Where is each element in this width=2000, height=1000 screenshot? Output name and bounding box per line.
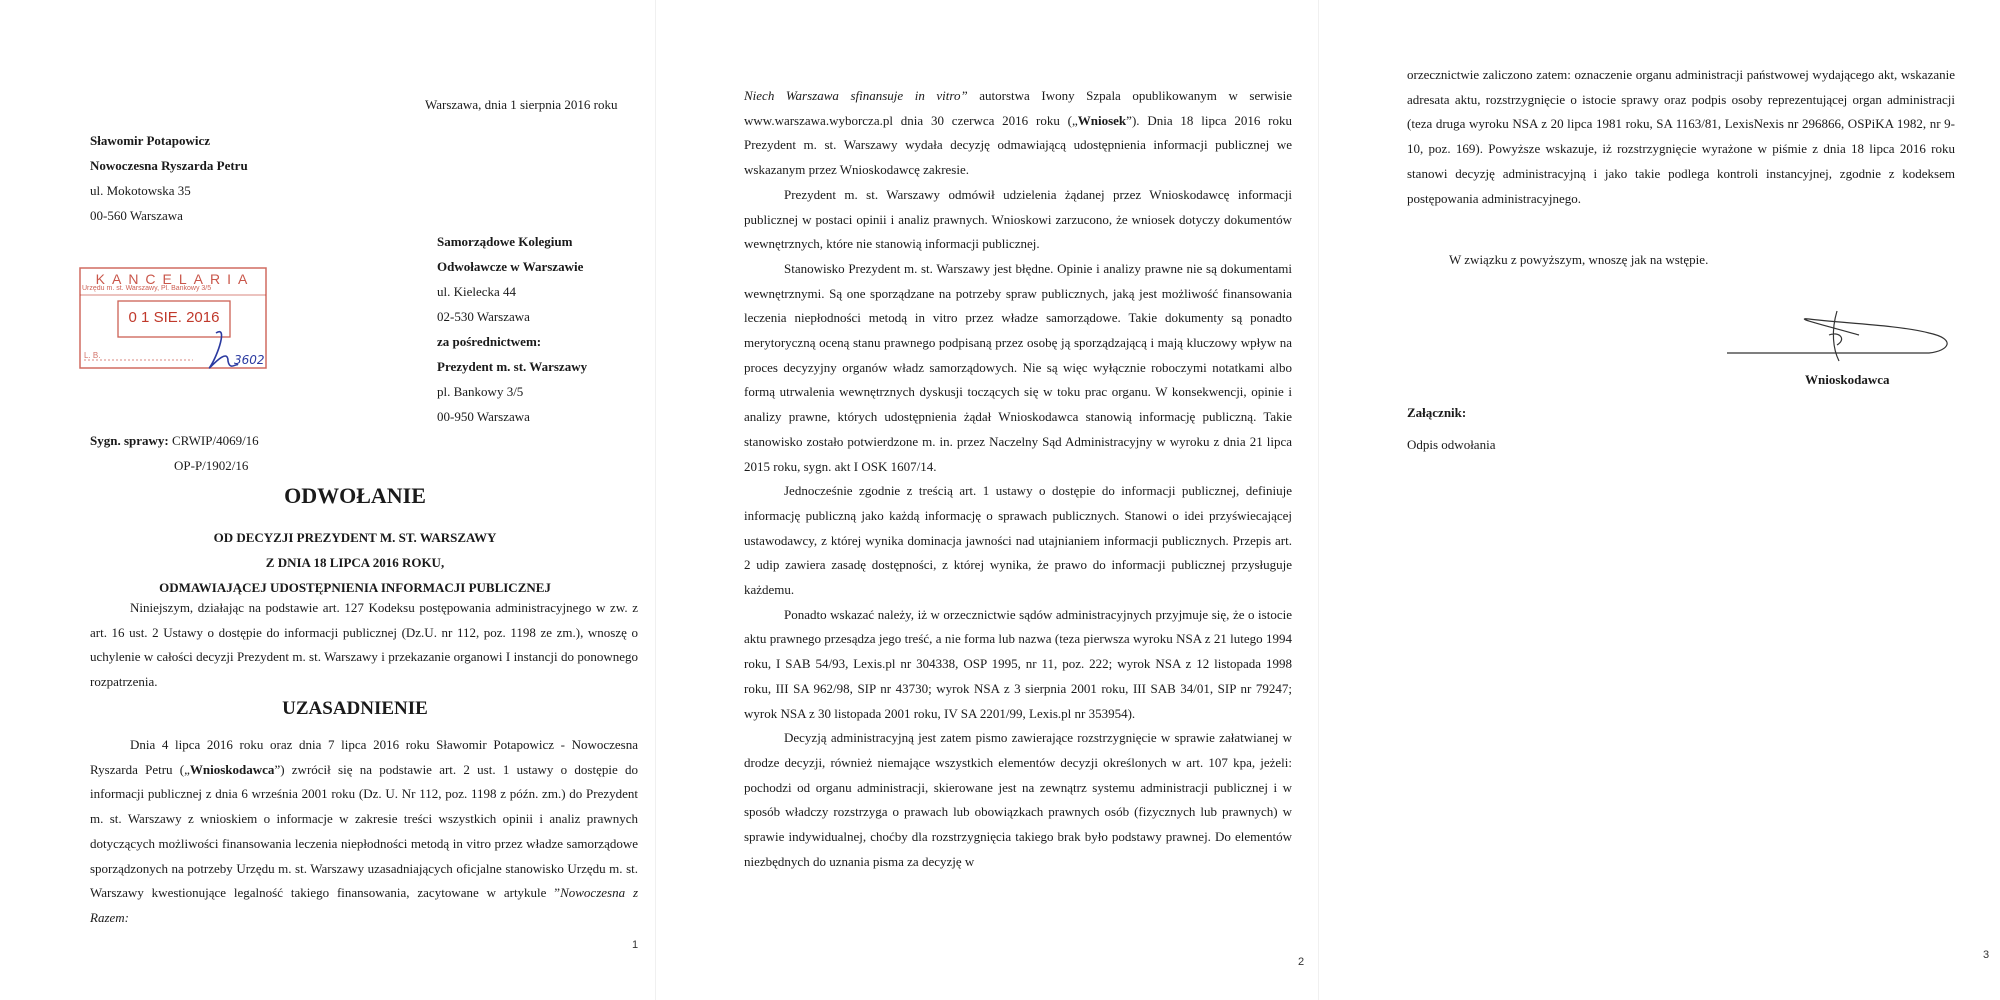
via-city: 00-950 Warszawa [437,409,530,424]
document-title: ODWOŁANIE [284,483,426,508]
sender-name: Sławomir Potapowicz [90,133,210,148]
p2-paragraph-2: Prezydent m. st. Warszawy odmówił udzielenia żądanej przez Wnioskodawcę informacji publicznej w postaci opinii i analiz prawnych. Wnioskowi zarzucono, że wniosek dotyczy dokumentów wewnętrznych, które nie stanowią informacji publicznej. [744,186,1292,252]
recipient-block [437,229,587,429]
case-ref-value-2: OP-P/1902/16 [174,458,249,473]
p2-paragraph-6: Decyzją administracyjną jest zatem pismo zawierające rozstrzygnięcie w sprawie załatwianej w drodze decyzji, również niemające wszystkich elementów decyzji określonych w art. 107 kpa, jeżeli: pochodzi od organu administracji, skierowane jest na zewnątrz systemu administracji publicznej i w sposób władczy rozstrzyga o prawach lub obowiązkach prawnych osób (fizycznych lub prawnych) w sprawie indywidualnej, choćby dla rozstrzygnięcia takiego brak było podstawy prawnej. Do elementów niezbędnych do uznania pisma za decyzję w [744,730,1292,869]
place-date: Warszawa, dnia 1 sierpnia 2016 roku [425,97,618,112]
signature [1719,305,1959,365]
case-reference [90,428,259,478]
page-number-1: 1 [632,939,639,951]
stamp-date: 0 1 SIE. 2016 [128,309,220,326]
document-page-1 [0,0,655,1000]
page-number-3: 3 [1983,949,1990,961]
subtitle-line-2: Z DNIA 18 LIPCA 2016 ROKU, [265,555,445,570]
page2-body [744,84,1292,875]
recipient-street: ul. Kielecka 44 [437,284,517,299]
closing-sentence: W związku z powyższym, wnoszę jak na wstępie. [1449,252,1709,267]
recipient-line1: Samorządowe Kolegium [437,234,573,249]
stamp-subtitle: Urzędu m. st. Warszawy, Pl. Bankowy 3/5 [82,285,212,292]
subtitle-line-1: OD DECYZJI PREZYDENT M. ST. WARSZAWY [213,530,497,545]
subtitle-line-3: ODMAWIAJĄCEJ UDOSTĘPNIENIA INFORMACJI PUBLICZNEJ [159,580,551,595]
request-term: Wniosek [1077,112,1127,128]
sender-block [90,128,248,228]
recipient-line2: Odwoławcze w Warszawie [437,259,584,274]
intro-paragraph [90,596,638,695]
document-page-3 [1318,0,2000,1000]
stamp-handwritten-number: 3602 [234,353,265,367]
page-number-2: 2 [1298,956,1305,968]
via-label: za pośrednictwem: [437,334,542,349]
page3-body [1407,63,1955,211]
recipient-city: 02-530 Warszawa [437,309,530,324]
attachment-label: Załącznik: [1407,405,1467,420]
stamp-title: KANCELARIA [95,271,255,287]
applicant-term: Wnioskodawca [189,761,275,777]
attachment-value: Odpis odwołania [1407,437,1496,452]
sender-city: 00-560 Warszawa [90,208,183,223]
registry-stamp: KANCELARIA Urzędu m. st. Warszawy, Pl. Bankowy 3/5 0 1 SIE. 2016 L. B. 3602 [78,265,268,380]
p2-paragraph-3: Stanowisko Prezydent m. st. Warszawy jest błędne. Opinie i analizy prawne nie są dokumentami wewnętrznymi. Są one sporządzane na potrzeby spraw publicznych, jaką jest możliwość finansowania leczenia niepłodności metodą in vitro przez władze samorządowe. Takie dokumenty są ponadto merytoryczną oceną stanu prawnego podpisaną przez osobę ją sporządzającą i mają kluczowy wpływ na proces decyzyjny organów władz samorządowych. Nie są więc wyłącznie roboczymi notatkami albo formą utrwalenia wewnętrznych dyskusji toczących się w toku prac organu. W konsekwencji, opinie i analizy prawne, których udostępnienia żądał Wnioskodawca stanowią informację publiczną. Takie stanowisko zostało potwierdzone m. in. przez Naczelny Sąd Administracyjny w wyroku z dnia 21 lipca 2015 roku, sygn. akt I OSK 1607/14. [744,260,1292,474]
p2-paragraph-5: Ponadto wskazać należy, iż w orzecznictwie sądów administracyjnych przyjmuje się, że o istocie aktu prawnego przesądza jego treść, a nie forma lub nazwa (teza pierwsza wyroku NSA z 21 lutego 1994 roku, I SAB 54/93, Lexis.pl nr 304338, OSP 1995, nr 11, poz. 222; wyrok NSA z 12 listopada 1998 roku, III SA 962/98, SIP nr 43730; wyrok NSA z 3 sierpnia 2001 roku, III SAB 34/01, SIP nr 79247; wyrok NSA z 30 listopada 2001 roku, IV SA 2201/99, Lexis.pl nr 353954). [744,606,1292,721]
p3-paragraph-1: orzecznictwie zaliczono zatem: oznaczenie organu administracji państwowej wydającego akt, wskazanie adresata aktu, rozstrzygnięcie o istocie sprawy oraz podpis osoby reprezentującej organ administracji (teza druga wyroku NSA z 20 lipca 1981 roku, SA 1163/81, LexisNexis nr 296866, OSPiKA 1982, nr 9-10, poz. 169). Powyższe wskazuje, iż rozstrzygnięcie wyrażone w piśmie z dnia 18 lipca 2016 roku stanowi decyzję administracyjną i jako takie podlega kontroli instancyjnej, zgodnie z kodeksem postępowania administracyjnego. [1407,67,1955,206]
justification-heading: UZASADNIENIE [282,698,428,719]
signature-role: Wnioskodawca [1805,372,1890,387]
via-org: Prezydent m. st. Warszawy [437,359,588,374]
justification-paragraph-1: Dnia 4 lipca 2016 roku oraz dnia 7 lipca 2016 roku Sławomir Potapowicz - Nowoczesna Ryszarda Petru („Wnioskodawca”) zwrócił się na podstawie art. 2 ust. 1 ustawy o dostępie do informacji publicznej z dnia 6 września 2001 roku (Dz. U. Nr 112, poz. 1198 z późn. zm.) do Prezydent m. st. Warszawy z wnioskiem o informacje w zakresie treści wszystkich opinii i analiz prawnych dotyczących możliwości finansowania leczenia niepłodności metodą in vitro przez władze samorządowe sporządzonych na potrzeby Urzędu m. st. Warszawy uzasadniających oficjalne stanowisko Urzędu m. st. Warszawy kwestionujące legalność takiego finansowania, zacytowane w artykule ”Nowoczesna z Razem: [90,737,638,925]
sender-org: Nowoczesna Ryszarda Petru [90,158,248,173]
article-title-start: Nowoczesna z Razem: [90,885,638,925]
p2-paragraph-4: Jednocześnie zgodnie z treścią art. 1 ustawy o dostępie do informacji publicznej, definiuje informację publiczną jako każdą informację o sprawach publicznych. Stanowi o idei przyświecającej ustawodawcy, z której wynika dominacja jawności nad utajnianiem informacji publicznych. Przepis art. 2 udip zawiera zasadę dostępności, z której wynika, że prawo do informacji publicznej przysługuje każdemu. [744,483,1292,598]
p2-paragraph-1: Niech Warszawa sfinansuje in vitro” autorstwa Iwony Szpala opublikowanym w serwisie www.warszawa.wyborcza.pl dnia 30 czerwca 2016 roku („Wniosek”). Dnia 18 lipca 2016 roku Prezydent m. st. Warszawy wydała decyzję odmawiającą udostępnienia informacji publicznej we wskazanym przez Wnioskodawcę zakresie. [744,88,1293,178]
case-ref-label: Sygn. sprawy: [90,433,169,448]
intro-text: Niniejszym, działając na podstawie art. 127 Kodeksu postępowania administracyjnego w zw. z art. 16 ust. 2 Ustawy o dostępie do informacji publicznej (Dz.U. nr 112, poz. 1198 ze zm.), wnoszę o uchylenie w całości decyzji Prezydent m. st. Warszawy i przekazanie organowi I instancji do ponownego rozpatrzenia. [90,600,638,690]
document-page-2 [655,0,1319,1000]
case-ref-value-1: CRWIP/4069/16 [172,433,259,448]
via-street: pl. Bankowy 3/5 [437,384,524,399]
sender-street: ul. Mokotowska 35 [90,183,191,198]
document-subtitle [90,525,620,600]
article-title-end: Niech Warszawa sfinansuje in vitro” [744,88,968,103]
